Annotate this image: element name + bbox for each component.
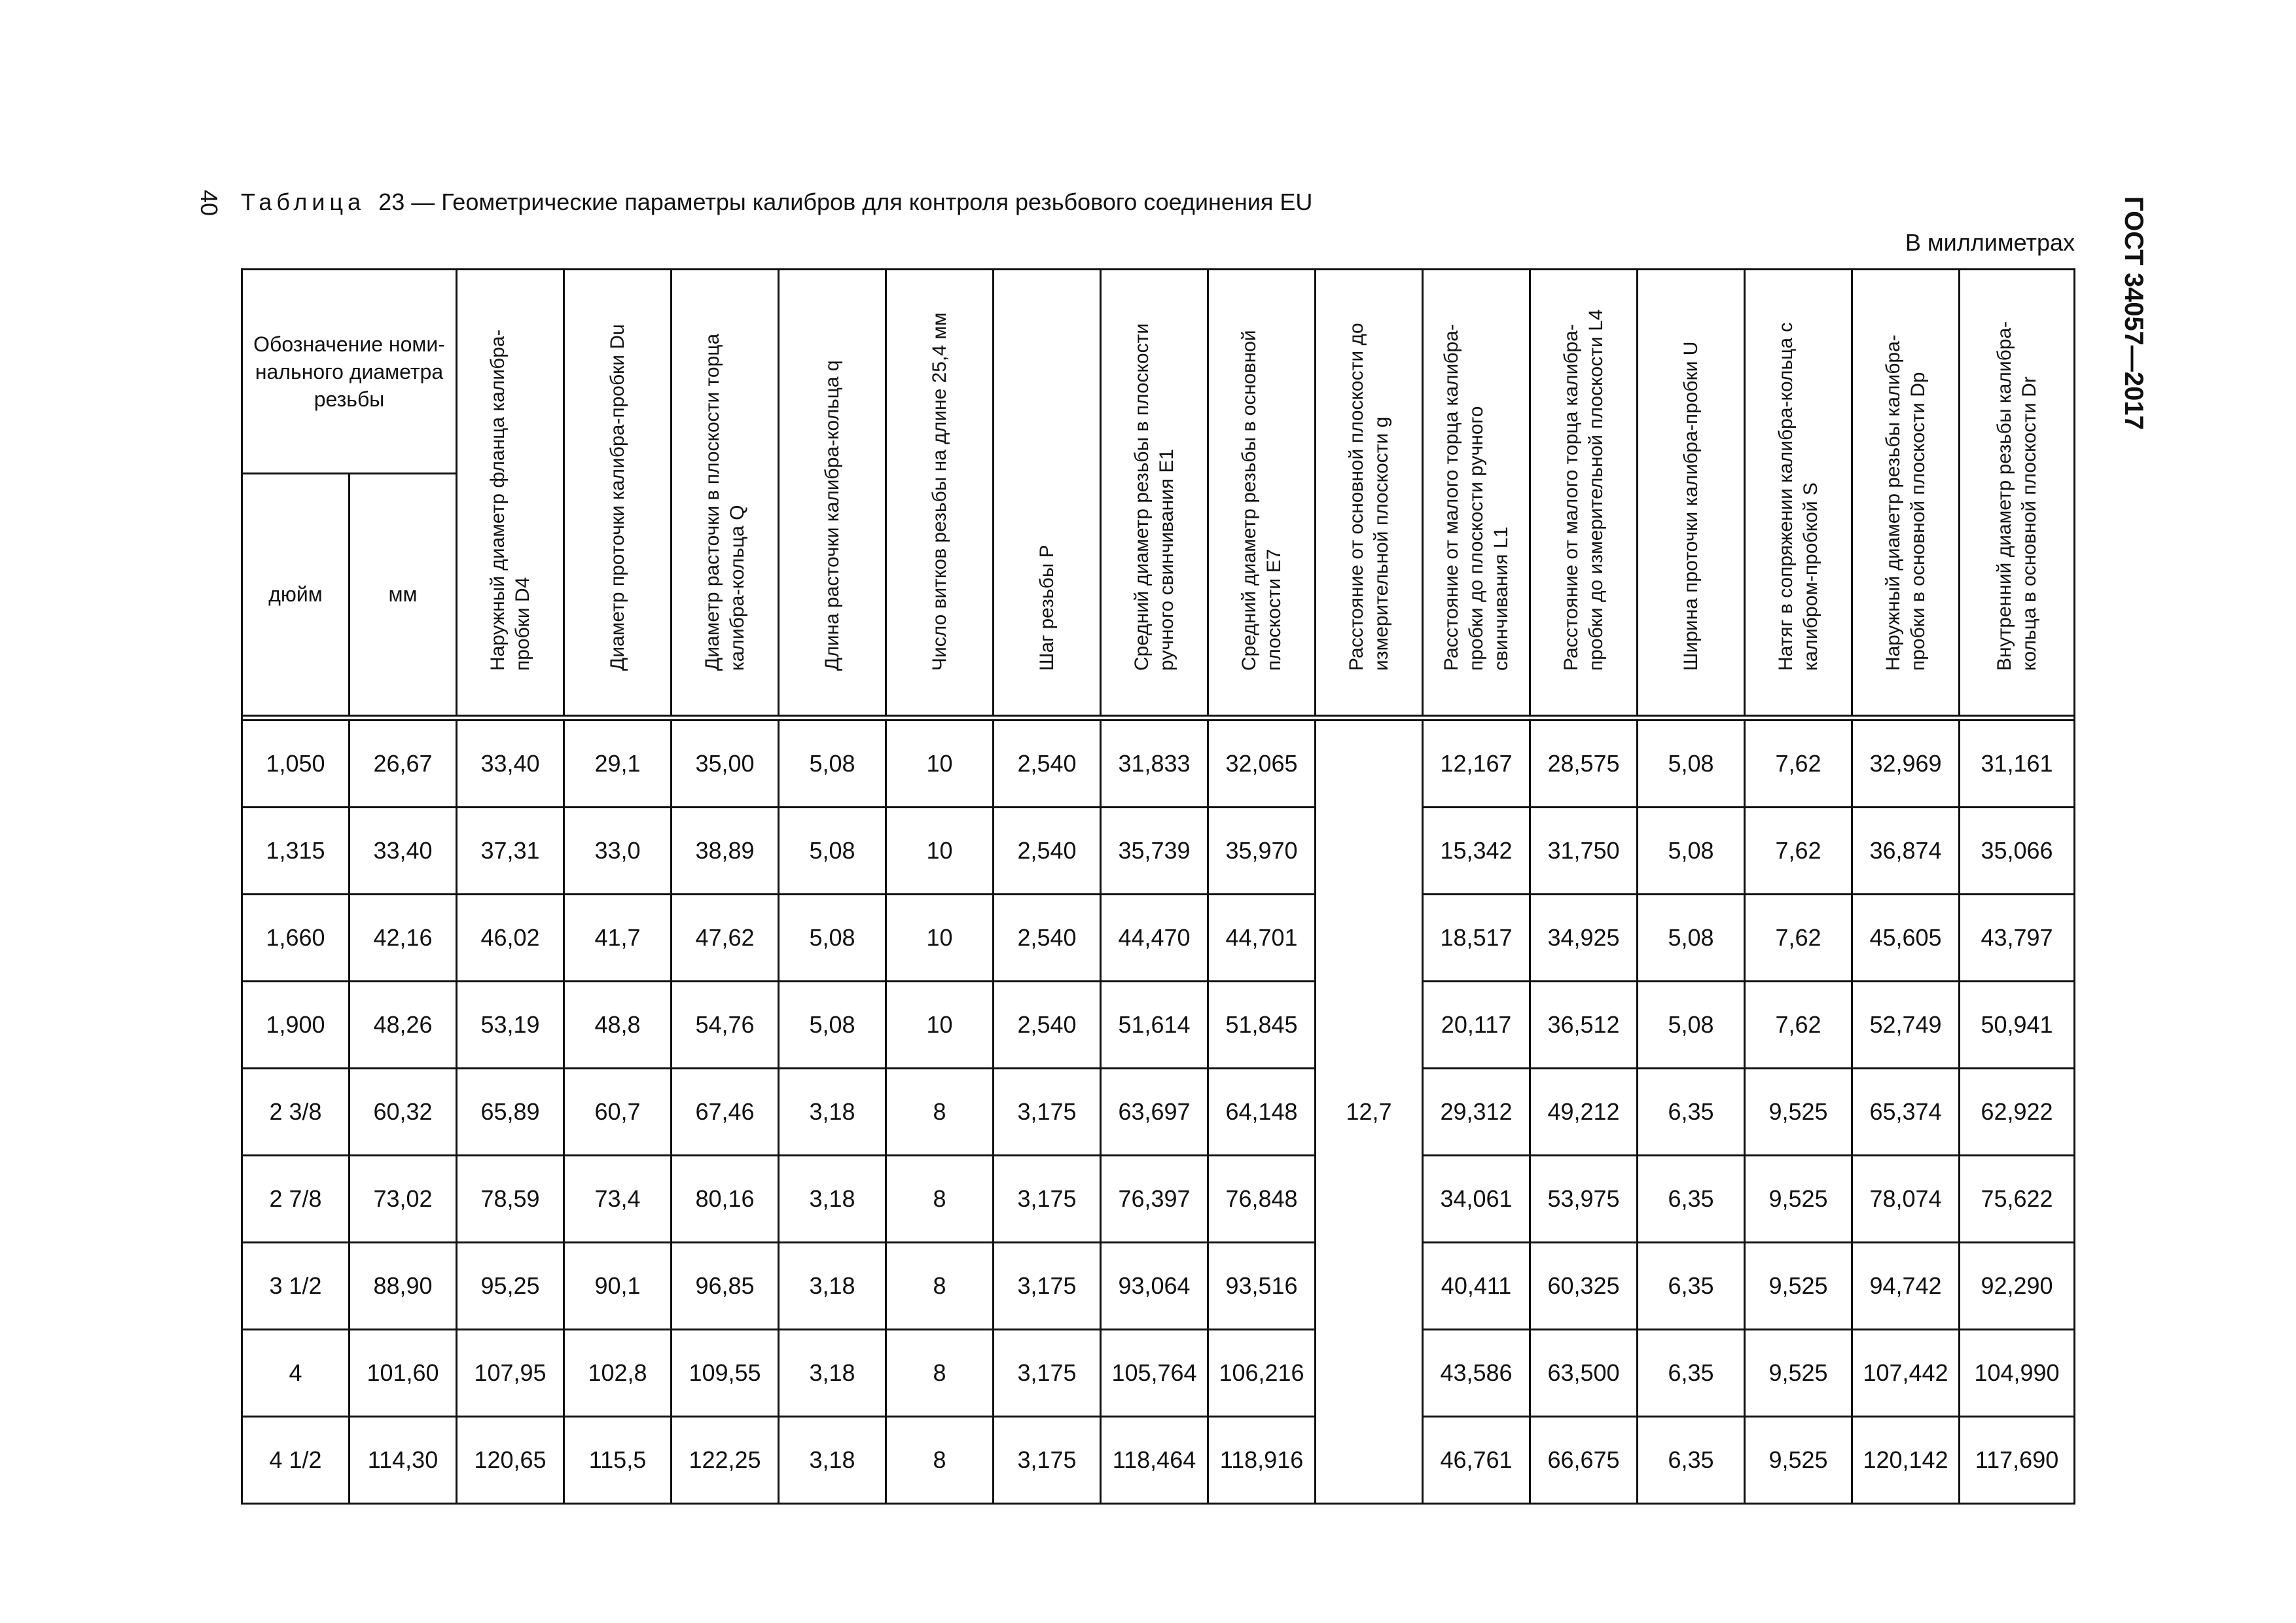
page-number: 40 xyxy=(196,190,223,217)
header-text: Расстояние от малого торца калибра-пробки до плоскости ручного свинчивания L1 xyxy=(1440,323,1512,671)
table-body xyxy=(242,721,2075,1504)
cell-l4: 66,675 xyxy=(1530,1417,1638,1504)
cell-s: 9,525 xyxy=(1745,1417,1852,1504)
table-row xyxy=(242,895,2075,982)
cell-q: 3,18 xyxy=(779,1330,886,1417)
table-row xyxy=(242,1243,2075,1330)
cell-s: 9,525 xyxy=(1745,1069,1852,1156)
cell-p: 3,175 xyxy=(994,1156,1101,1243)
parameters-table xyxy=(241,268,2075,1505)
header-col xyxy=(1852,270,1960,716)
cell-e1: 93,064 xyxy=(1101,1243,1208,1330)
cell-du: 29,1 xyxy=(564,721,672,808)
header-col xyxy=(1745,270,1852,716)
cell-p: 3,175 xyxy=(994,1243,1101,1330)
table-row xyxy=(242,1417,2075,1504)
header-inch: дюйм xyxy=(242,474,350,716)
cell-e1: 118,464 xyxy=(1101,1417,1208,1504)
cell-dp: 45,605 xyxy=(1852,895,1960,982)
cell-l1: 34,061 xyxy=(1423,1156,1530,1243)
cell-q_big: 67,46 xyxy=(672,1069,779,1156)
cell-l4: 49,212 xyxy=(1530,1069,1638,1156)
cell-s: 9,525 xyxy=(1745,1243,1852,1330)
header-col xyxy=(1208,270,1316,716)
cell-l4: 63,500 xyxy=(1530,1330,1638,1417)
cell-du: 102,8 xyxy=(564,1330,672,1417)
header-col xyxy=(779,270,886,716)
cell-inch: 1,315 xyxy=(242,808,350,895)
table-row xyxy=(242,1156,2075,1243)
cell-q_big: 35,00 xyxy=(672,721,779,808)
cell-s: 7,62 xyxy=(1745,982,1852,1069)
cell-u: 5,08 xyxy=(1638,895,1745,982)
cell-d4: 53,19 xyxy=(457,982,564,1069)
header-col xyxy=(672,270,779,716)
cell-dr: 50,941 xyxy=(1960,982,2075,1069)
header-col xyxy=(1316,270,1423,716)
cell-e7: 44,701 xyxy=(1208,895,1316,982)
header-col xyxy=(457,270,564,716)
cell-mm: 88,90 xyxy=(350,1243,457,1330)
header-text: Наружный диаметр фланца калибра-пробки D4 xyxy=(486,329,533,671)
cell-dp: 120,142 xyxy=(1852,1417,1960,1504)
cell-p: 2,540 xyxy=(994,982,1101,1069)
cell-dp: 78,074 xyxy=(1852,1156,1960,1243)
cell-dr: 104,990 xyxy=(1960,1330,2075,1417)
cell-q_big: 122,25 xyxy=(672,1417,779,1504)
cell-turns: 8 xyxy=(886,1417,994,1504)
cell-l1: 43,586 xyxy=(1423,1330,1530,1417)
cell-s: 7,62 xyxy=(1745,808,1852,895)
header-col xyxy=(1960,270,2075,716)
cell-e1: 31,833 xyxy=(1101,721,1208,808)
caption-word: Таблица xyxy=(241,188,366,215)
cell-du: 115,5 xyxy=(564,1417,672,1504)
cell-du: 73,4 xyxy=(564,1156,672,1243)
cell-q: 5,08 xyxy=(779,895,886,982)
cell-e1: 44,470 xyxy=(1101,895,1208,982)
cell-d4: 120,65 xyxy=(457,1417,564,1504)
cell-inch: 4 1/2 xyxy=(242,1417,350,1504)
header-col xyxy=(886,270,994,716)
cell-q: 5,08 xyxy=(779,982,886,1069)
cell-l4: 60,325 xyxy=(1530,1243,1638,1330)
cell-e7: 118,916 xyxy=(1208,1417,1316,1504)
cell-q_big: 47,62 xyxy=(672,895,779,982)
cell-e7: 32,065 xyxy=(1208,721,1316,808)
cell-u: 6,35 xyxy=(1638,1156,1745,1243)
header-mm: мм xyxy=(350,474,457,716)
header-col xyxy=(1423,270,1530,716)
cell-dp: 65,374 xyxy=(1852,1069,1960,1156)
header-col xyxy=(994,270,1101,716)
cell-l1: 15,342 xyxy=(1423,808,1530,895)
cell-p: 2,540 xyxy=(994,808,1101,895)
cell-d4: 33,40 xyxy=(457,721,564,808)
cell-turns: 10 xyxy=(886,721,994,808)
header-separator xyxy=(242,716,2075,721)
cell-g-merged: 12,7 xyxy=(1316,721,1423,1504)
table-row xyxy=(242,1069,2075,1156)
cell-e7: 106,216 xyxy=(1208,1330,1316,1417)
cell-mm: 33,40 xyxy=(350,808,457,895)
cell-dr: 31,161 xyxy=(1960,721,2075,808)
cell-q: 3,18 xyxy=(779,1069,886,1156)
cell-inch: 1,050 xyxy=(242,721,350,808)
cell-l1: 18,517 xyxy=(1423,895,1530,982)
cell-l1: 12,167 xyxy=(1423,721,1530,808)
table-caption xyxy=(241,188,1312,216)
cell-mm: 114,30 xyxy=(350,1417,457,1504)
header-text: Диаметр проточки калибра-пробки Du xyxy=(606,323,628,671)
header-text: Внутренний диаметр резьбы калибра-кольца в основной плоскости Dr xyxy=(1993,321,2040,671)
header-text: Натяг в сопряжении калибра-кольца с калибром-пробкой S xyxy=(1774,322,1821,671)
header-col xyxy=(1530,270,1638,716)
cell-turns: 10 xyxy=(886,808,994,895)
header-text: Ширина проточки калибра-пробки U xyxy=(1679,341,1702,671)
cell-dp: 32,969 xyxy=(1852,721,1960,808)
cell-q_big: 54,76 xyxy=(672,982,779,1069)
cell-du: 90,1 xyxy=(564,1243,672,1330)
cell-dp: 107,442 xyxy=(1852,1330,1960,1417)
cell-turns: 10 xyxy=(886,982,994,1069)
cell-inch: 2 3/8 xyxy=(242,1069,350,1156)
header-text: Средний диаметр резьбы в плоскости ручного свинчивания E1 xyxy=(1130,323,1177,671)
cell-u: 5,08 xyxy=(1638,721,1745,808)
cell-mm: 60,32 xyxy=(350,1069,457,1156)
cell-q_big: 80,16 xyxy=(672,1156,779,1243)
cell-s: 9,525 xyxy=(1745,1156,1852,1243)
cell-e7: 64,148 xyxy=(1208,1069,1316,1156)
cell-inch: 2 7/8 xyxy=(242,1156,350,1243)
cell-e1: 35,739 xyxy=(1101,808,1208,895)
cell-q_big: 38,89 xyxy=(672,808,779,895)
header-nominal-diameter: Обозначение номи-нального диаметра резьбы xyxy=(242,270,457,474)
cell-e7: 93,516 xyxy=(1208,1243,1316,1330)
cell-u: 6,35 xyxy=(1638,1243,1745,1330)
cell-e7: 35,970 xyxy=(1208,808,1316,895)
cell-inch: 3 1/2 xyxy=(242,1243,350,1330)
cell-l1: 46,761 xyxy=(1423,1417,1530,1504)
cell-q_big: 96,85 xyxy=(672,1243,779,1330)
cell-p: 3,175 xyxy=(994,1069,1101,1156)
cell-dr: 43,797 xyxy=(1960,895,2075,982)
cell-l4: 31,750 xyxy=(1530,808,1638,895)
header-col xyxy=(1638,270,1745,716)
cell-e7: 76,848 xyxy=(1208,1156,1316,1243)
cell-q: 3,18 xyxy=(779,1417,886,1504)
cell-q: 5,08 xyxy=(779,721,886,808)
cell-p: 2,540 xyxy=(994,895,1101,982)
cell-q: 3,18 xyxy=(779,1243,886,1330)
cell-l4: 28,575 xyxy=(1530,721,1638,808)
header-text: Наружный диаметр резьбы калибра-пробки в основной плоскости Dp xyxy=(1882,334,1929,671)
header-text: Диаметр расточки в плоскости торца калибра-кольца Q xyxy=(701,333,748,671)
cell-inch: 1,660 xyxy=(242,895,350,982)
cell-p: 3,175 xyxy=(994,1330,1101,1417)
cell-l1: 20,117 xyxy=(1423,982,1530,1069)
cell-s: 7,62 xyxy=(1745,721,1852,808)
header-text: Длина расточки калибра-кольца q xyxy=(821,359,843,671)
cell-du: 33,0 xyxy=(564,808,672,895)
cell-s: 9,525 xyxy=(1745,1330,1852,1417)
cell-e1: 105,764 xyxy=(1101,1330,1208,1417)
cell-du: 60,7 xyxy=(564,1069,672,1156)
cell-turns: 8 xyxy=(886,1330,994,1417)
cell-dr: 92,290 xyxy=(1960,1243,2075,1330)
cell-l4: 36,512 xyxy=(1530,982,1638,1069)
cell-dp: 94,742 xyxy=(1852,1243,1960,1330)
cell-turns: 8 xyxy=(886,1069,994,1156)
cell-inch: 4 xyxy=(242,1330,350,1417)
cell-q_big: 109,55 xyxy=(672,1330,779,1417)
cell-inch: 1,900 xyxy=(242,982,350,1069)
cell-turns: 10 xyxy=(886,895,994,982)
cell-d4: 107,95 xyxy=(457,1330,564,1417)
cell-e1: 51,614 xyxy=(1101,982,1208,1069)
cell-mm: 101,60 xyxy=(350,1330,457,1417)
cell-e7: 51,845 xyxy=(1208,982,1316,1069)
cell-d4: 78,59 xyxy=(457,1156,564,1243)
cell-turns: 8 xyxy=(886,1243,994,1330)
cell-dp: 52,749 xyxy=(1852,982,1960,1069)
cell-mm: 26,67 xyxy=(350,721,457,808)
cell-du: 48,8 xyxy=(564,982,672,1069)
header-text: Число витков резьбы на длине 25,4 мм xyxy=(928,312,950,671)
cell-du: 41,7 xyxy=(564,895,672,982)
cell-mm: 73,02 xyxy=(350,1156,457,1243)
table-row xyxy=(242,1330,2075,1417)
cell-mm: 48,26 xyxy=(350,982,457,1069)
cell-p: 2,540 xyxy=(994,721,1101,808)
cell-u: 6,35 xyxy=(1638,1069,1745,1156)
table-row xyxy=(242,982,2075,1069)
cell-u: 5,08 xyxy=(1638,982,1745,1069)
cell-d4: 46,02 xyxy=(457,895,564,982)
cell-q: 5,08 xyxy=(779,808,886,895)
header-text: Средний диаметр резьбы в основной плоскости E7 xyxy=(1238,329,1285,671)
cell-l4: 34,925 xyxy=(1530,895,1638,982)
header-text: Шаг резьбы P xyxy=(1035,544,1058,671)
cell-u: 6,35 xyxy=(1638,1417,1745,1504)
cell-turns: 8 xyxy=(886,1156,994,1243)
cell-dr: 35,066 xyxy=(1960,808,2075,895)
table-row xyxy=(242,808,2075,895)
cell-dp: 36,874 xyxy=(1852,808,1960,895)
cell-d4: 95,25 xyxy=(457,1243,564,1330)
cell-u: 5,08 xyxy=(1638,808,1745,895)
cell-e1: 63,697 xyxy=(1101,1069,1208,1156)
cell-q: 3,18 xyxy=(779,1156,886,1243)
cell-dr: 62,922 xyxy=(1960,1069,2075,1156)
cell-d4: 65,89 xyxy=(457,1069,564,1156)
header-text: Расстояние от основной плоскости до измерительной плоскости g xyxy=(1345,322,1392,671)
cell-mm: 42,16 xyxy=(350,895,457,982)
cell-l1: 29,312 xyxy=(1423,1069,1530,1156)
cell-u: 6,35 xyxy=(1638,1330,1745,1417)
cell-l4: 53,975 xyxy=(1530,1156,1638,1243)
header-col xyxy=(1101,270,1208,716)
units-note: В миллиметрах xyxy=(1905,229,2075,256)
cell-l1: 40,411 xyxy=(1423,1243,1530,1330)
standard-title: ГОСТ 34057—2017 xyxy=(2119,196,2148,430)
cell-e1: 76,397 xyxy=(1101,1156,1208,1243)
cell-s: 7,62 xyxy=(1745,895,1852,982)
table-row xyxy=(242,721,2075,808)
cell-p: 3,175 xyxy=(994,1417,1101,1504)
cell-dr: 75,622 xyxy=(1960,1156,2075,1243)
cell-d4: 37,31 xyxy=(457,808,564,895)
cell-dr: 117,690 xyxy=(1960,1417,2075,1504)
header-text: Расстояние от малого торца калибра-пробки до измерительной плоскости L4 xyxy=(1560,309,1607,671)
header-col xyxy=(564,270,672,716)
caption-text: 23 — Геометрические параметры калибров для контроля резьбового соединения EU xyxy=(378,188,1313,215)
